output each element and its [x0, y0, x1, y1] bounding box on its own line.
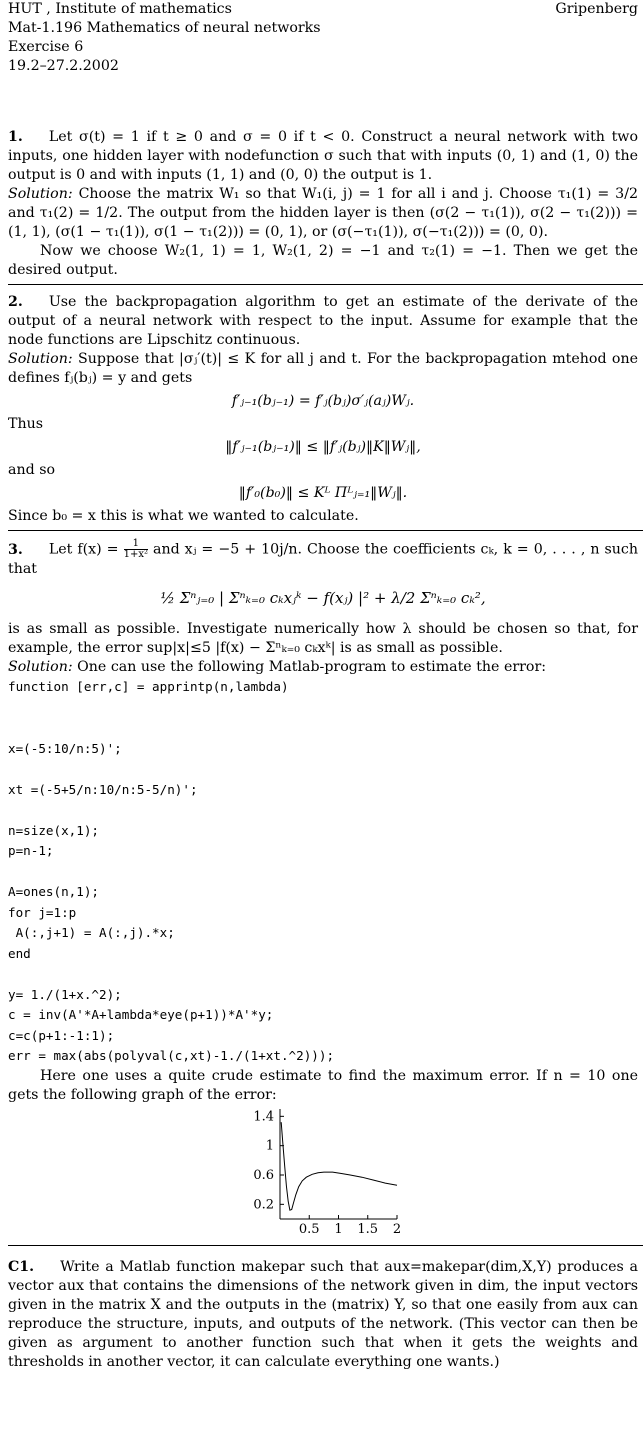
code-line: err = max(abs(polyval(c,xt)-1./(1+xt.^2)));: [8, 1048, 335, 1063]
y-tick-label: 0.2: [253, 1196, 274, 1212]
code-line: [8, 718, 638, 739]
problem-3-statement: [8, 539, 638, 579]
problem-1-solution-cont: Now we choose W₂(1, 1) = 1, W₂(1, 2) = −1 and τ₂(1) = −1. Then we get the desired output.: [8, 243, 638, 278]
code-line: A(:,j+1) = A(:,j).*x;: [8, 925, 175, 940]
problem-2-solution: [8, 350, 638, 388]
y-tick-label: 1: [265, 1138, 274, 1154]
code-line: end: [8, 945, 31, 961]
problem-3-after-code: Here one uses a quite crude estimate to find the maximum error. If n = 10 one gets the following graph of the error:: [8, 1067, 638, 1103]
x-tick-label: 0.5: [298, 1221, 320, 1235]
code-line: n=size(x,1);: [8, 822, 99, 838]
solution-label: Solution:: [8, 186, 73, 202]
code-line: for j=1:p: [8, 904, 77, 920]
x-tick-label: 1: [334, 1221, 343, 1235]
code-line: p=n-1;: [8, 843, 54, 858]
section-divider: [8, 1245, 643, 1246]
problem-3-number: 3.: [8, 541, 23, 558]
code-line: [8, 698, 638, 719]
problem-3-text-a: Let f(x) =: [48, 541, 119, 558]
problem-2-text: Use the backpropagation algorithm to get an estimate of the derivate of the output of a neural network with respect to the input. Assume for example that the node functions are Lipschitz continuous.: [8, 294, 638, 348]
problem-2-statement: [8, 293, 638, 350]
course-title: Mat-1.196 Mathematics of neural networks: [8, 20, 321, 36]
section-divider: [8, 284, 643, 285]
code-line: c=c(p+1:-1:1);: [8, 1027, 115, 1043]
problem-1-solution-text: Choose the matrix W₁ so that W₁(i, j) = 1 for all i and j. Choose τ₁(1) = 3/2 and τ₁(2) = 1/2. The output from the hidden layer is then (σ(2 − τ₁(1)), σ(2 − τ₁(2))) = (1, 1), (σ(1 − τ₁(1)), σ(1 − τ₁(2))) = (0, 1), or (σ(−τ₁(1)), σ(−τ₁(2))) = (0, 0).: [8, 186, 638, 240]
code-line: c = inv(A'*A+lambda*eye(p+1))*A'*y;: [8, 1007, 274, 1022]
problem-c1-number: C1.: [8, 1258, 35, 1275]
problem-1-statement: [8, 128, 638, 185]
exercise-dates: 19.2–27.2.2002: [8, 58, 119, 74]
thus-text: Thus: [8, 416, 44, 432]
fraction-numerator: 1: [124, 539, 148, 550]
error-graph-container: [8, 1105, 638, 1235]
y-tick-label: 1.4: [253, 1108, 274, 1124]
and-so-text: and so: [8, 462, 56, 478]
problem-1-solution: [8, 185, 638, 242]
problem-1-number: 1.: [8, 129, 23, 145]
x-tick-label: 1.5: [357, 1221, 379, 1235]
problem-3-text-b: and xⱼ = −5 + 10j/n. Choose the coefficients cₖ, k = 0, . . . , n such that: [8, 541, 638, 577]
code-line: [8, 862, 638, 883]
problem-2-number: 2.: [8, 294, 23, 310]
equation-objective: ½ Σⁿⱼ₌₀ | Σⁿₖ₌₀ cₖxⱼᵏ − f(xⱼ) |² + λ/2 Σⁿₖ₌₀ cₖ²,: [160, 589, 486, 607]
code-line: [8, 964, 638, 985]
section-divider: [8, 530, 643, 531]
problem-3-text-c: is as small as possible. Investigate numerically how λ should be chosen so that, for example, the error sup|x|≤5 |f(x) − Σⁿₖ₌₀ cₖxᵏ| is as small as possible.: [8, 621, 638, 656]
problem-c1-text: Write a Matlab function makepar such that aux=makepar(dim,X,Y) produces a vector aux that contains the dimensions of the network given in dim, the input vectors given in the matrix X and the outputs in the (matrix) Y, so that one easily from aux can reproduce the structure, inputs, and outputs of the network. (This vector can then be given as argument to another function such that when it gets the weights and thresholds in another vector, it can calculate everything one wants.): [8, 1258, 638, 1370]
matlab-code: [8, 677, 638, 1067]
solution-label: Solution:: [8, 351, 73, 367]
equation-backprop: f′ⱼ₋₁(bⱼ₋₁) = f′ⱼ(bⱼ)σ′ⱼ(aⱼ)Wⱼ.: [231, 393, 415, 409]
code-line: x=(-5:10/n:5)';: [8, 740, 122, 756]
equation-bound: ‖f′ⱼ₋₁(bⱼ₋₁)‖ ≤ ‖f′ⱼ(bⱼ)‖K‖Wⱼ‖,: [225, 439, 421, 455]
equation-product-bound: ‖f′₀(b₀)‖ ≤ Kᴸ Πᴸⱼ₌₁‖Wⱼ‖.: [238, 485, 408, 501]
problem-c1-statement: [8, 1258, 638, 1372]
problem-1-text: Let σ(t) = 1 if t ≥ 0 and σ = 0 if t < 0. Construct a neural network with two inputs, one hidden layer with nodefunction σ such that with inputs (0, 1) and (1, 0) the output is 0 and with inputs (1, 1) and (0, 0) the output is 1.: [8, 129, 638, 183]
code-line: xt =(-5+5/n:10/n:5-5/n)';: [8, 781, 198, 797]
problem-2-solution-text: Suppose that |σⱼ′(t)| ≤ K for all j and t. For the backpropagation mtehod one defines fⱼ(bⱼ) = y and gets: [8, 351, 638, 386]
exercise-number: Exercise 6: [8, 39, 84, 55]
fraction: [124, 539, 148, 560]
solution-label: Solution:: [8, 659, 73, 675]
code-line: y= 1./(1+x.^2);: [8, 986, 122, 1002]
code-line: function [err,c] = apprintp(n,lambda): [8, 679, 289, 694]
y-tick-label: 0.6: [253, 1167, 274, 1183]
author: Gripenberg: [555, 1, 638, 17]
exercise-sheet: [8, 0, 638, 1372]
institution: HUT , Institute of mathematics: [8, 1, 232, 17]
code-line: [8, 759, 638, 780]
header-row: [8, 0, 638, 19]
error-graph: [8, 1105, 643, 1235]
code-line: A=ones(n,1);: [8, 884, 99, 899]
problem-2-conclusion: Since b₀ = x this is what we wanted to calculate.: [8, 508, 359, 524]
code-line: [8, 800, 638, 821]
x-tick-label: 2: [392, 1221, 402, 1235]
problem-3-solution: [8, 658, 638, 677]
error-curve: [281, 1122, 397, 1210]
problem-3-solution-text: One can use the following Matlab-program to estimate the error:: [77, 659, 547, 675]
fraction-denominator: 1+x²: [123, 549, 148, 560]
